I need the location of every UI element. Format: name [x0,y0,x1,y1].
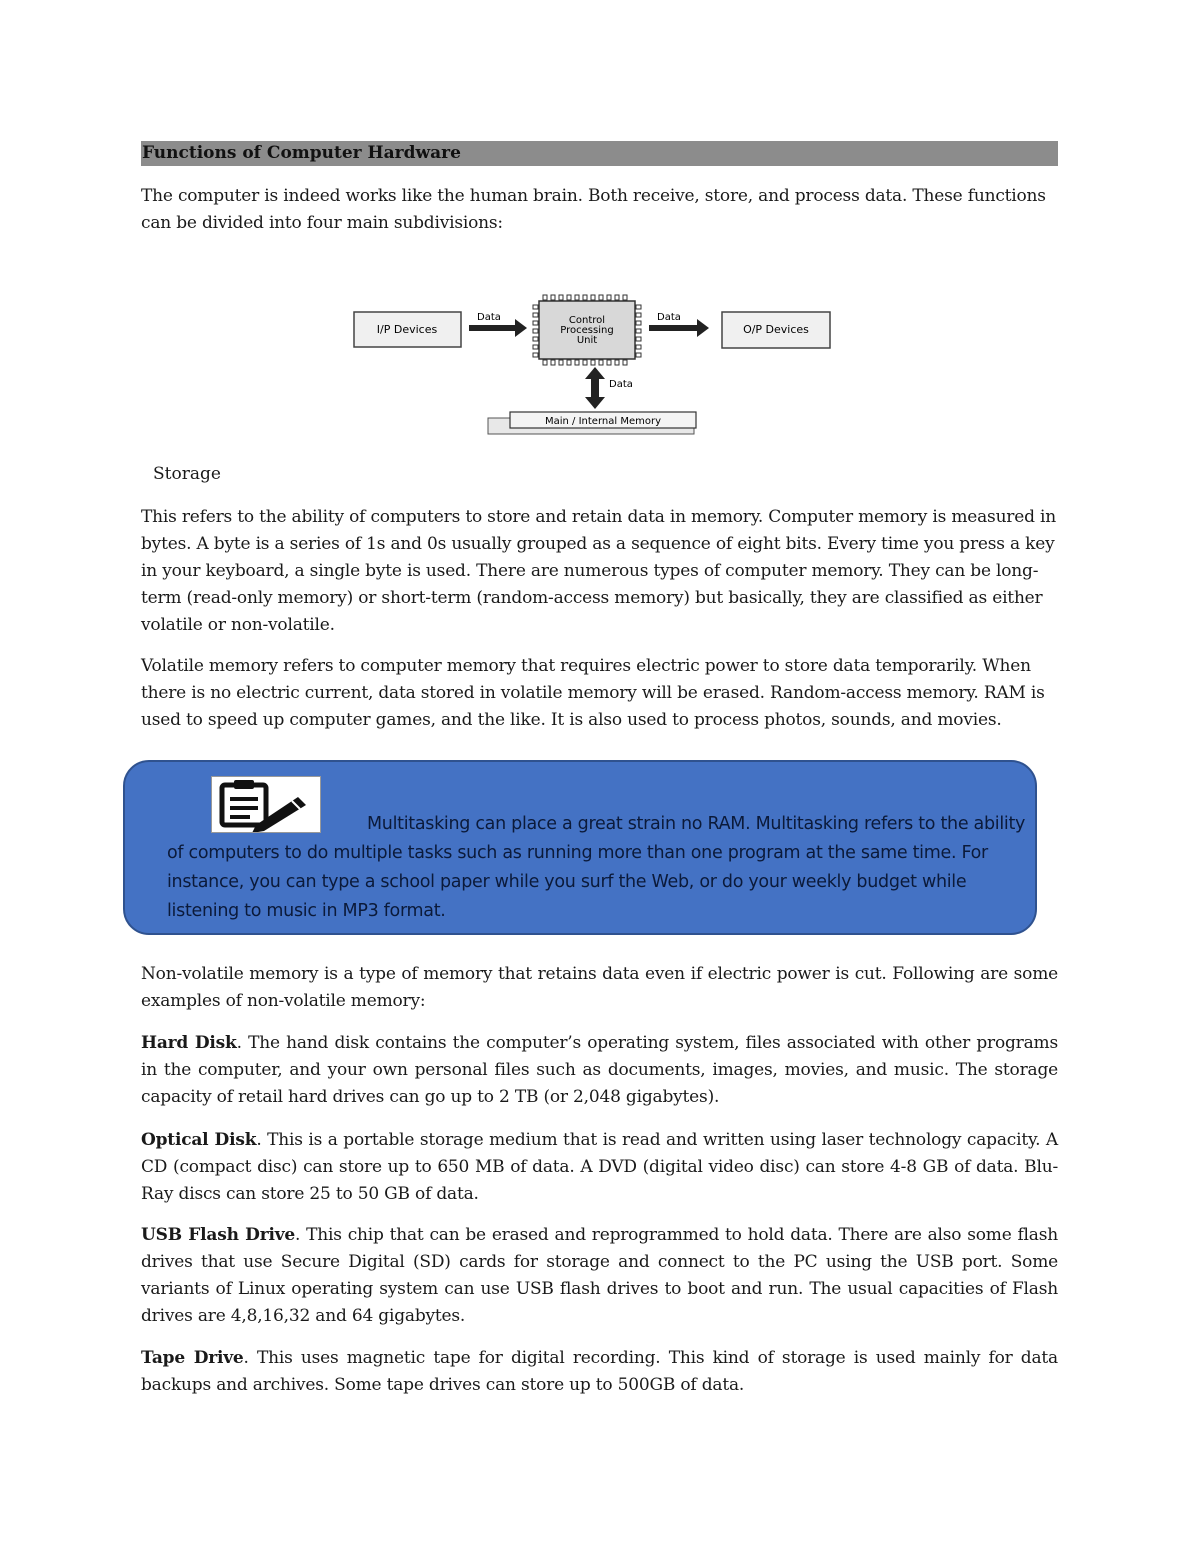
data-arrow-memory [585,367,605,409]
data-arrow-memory-label: Data [609,379,633,390]
tape-drive-text: . This uses magnetic tape for digital recording. This kind of storage is used mainly for data backups and archives. Some tape drives can store up to 500GB of data. [141,1348,1058,1395]
hardware-function-diagram [353,293,833,438]
output-devices-label: O/P Devices [743,323,809,336]
callout-text [167,810,1037,926]
hard-disk-term: Hard Disk [141,1033,237,1053]
memory-label: Main / Internal Memory [545,416,661,427]
tape-drive-term: Tape Drive [141,1348,244,1368]
hard-disk-text: . The hand disk contains the computer’s operating system, files associated with other programs in the computer, and your own personal files such as documents, images, movies, and music. The storage capacity of retail hard drives can go up to 2 TB (or 2,048 gigabytes). [141,1033,1058,1107]
optical-disk-text: . This is a portable storage medium that is read and written using laser technology capacity. A CD (compact disc) can store up to 650 MB of data. A DVD (digital video disc) can store 4-8 GB of data. Blu-Ray discs can store 25 to 50 GB of data. [141,1130,1059,1204]
cpu-label-line2: Processing [560,325,614,336]
optical-disk-item [141,1127,1058,1208]
data-arrow-out-label: Data [657,312,681,323]
input-devices-label: I/P Devices [376,323,438,336]
storage-label: Storage [153,464,221,484]
nonvolatile-paragraph: Non-volatile memory is a type of memory that retains data even if electric power is cut. Following are some examples of non-volatile memory: [141,964,1058,1011]
section-heading: Functions of Computer Hardware [141,141,1058,166]
usb-flash-drive-item [141,1222,1058,1330]
hard-disk-item [141,1030,1058,1111]
tape-drive-item [141,1345,1058,1399]
data-arrow-in-label: Data [477,312,501,323]
callout-body: Multitasking can place a great strain no RAM. Multitasking refers to the ability of computers to do multiple tasks such as running more than one program at the same time. For instance, you can type a school paper while you surf the Web, or do your weekly budget while listening to music in MP3 format. [167,814,1026,921]
usb-flash-drive-term: USB Flash Drive [141,1225,296,1245]
intro-paragraph: The computer is indeed works like the human brain. Both receive, store, and process data. These functions can be divided into four main subdivisions: [141,186,1046,233]
multitasking-callout [123,760,1037,935]
volatile-paragraph: Volatile memory refers to computer memory that requires electric power to store data temporarily. When there is no electric current, data stored in volatile memory will be erased. Random-access memory. RAM is used to speed up computer games, and the like. It is also used to process photos, sounds, and movies. [141,656,1045,730]
cpu-label-line1: Control [568,315,606,326]
optical-disk-term: Optical Disk [141,1130,257,1150]
storage-paragraph: This refers to the ability of computers to store and retain data in memory. Computer memory is measured in bytes. A byte is a series of 1s and 0s usually grouped as a sequence of eight bits. Every time you press a key in your keyboard, a single byte is used. There are numerous types of computer memory. They can be long-term (read-only memory) or short-term (random-access memory) but basically, they are classified as either volatile or non-volatile. [141,507,1056,635]
cpu-label-line3: Unit [576,335,598,346]
usb-flash-drive-text: . This chip that can be erased and reprogrammed to hold data. There are also some flash drives that use Secure Digital (SD) cards for storage and connect to the PC using the USB port. Some variants of Linux operating system can use USB flash drives to boot and run. The usual capacities of Flash drives are 4,8,16,32 and 64 gigabytes. [141,1225,1059,1326]
